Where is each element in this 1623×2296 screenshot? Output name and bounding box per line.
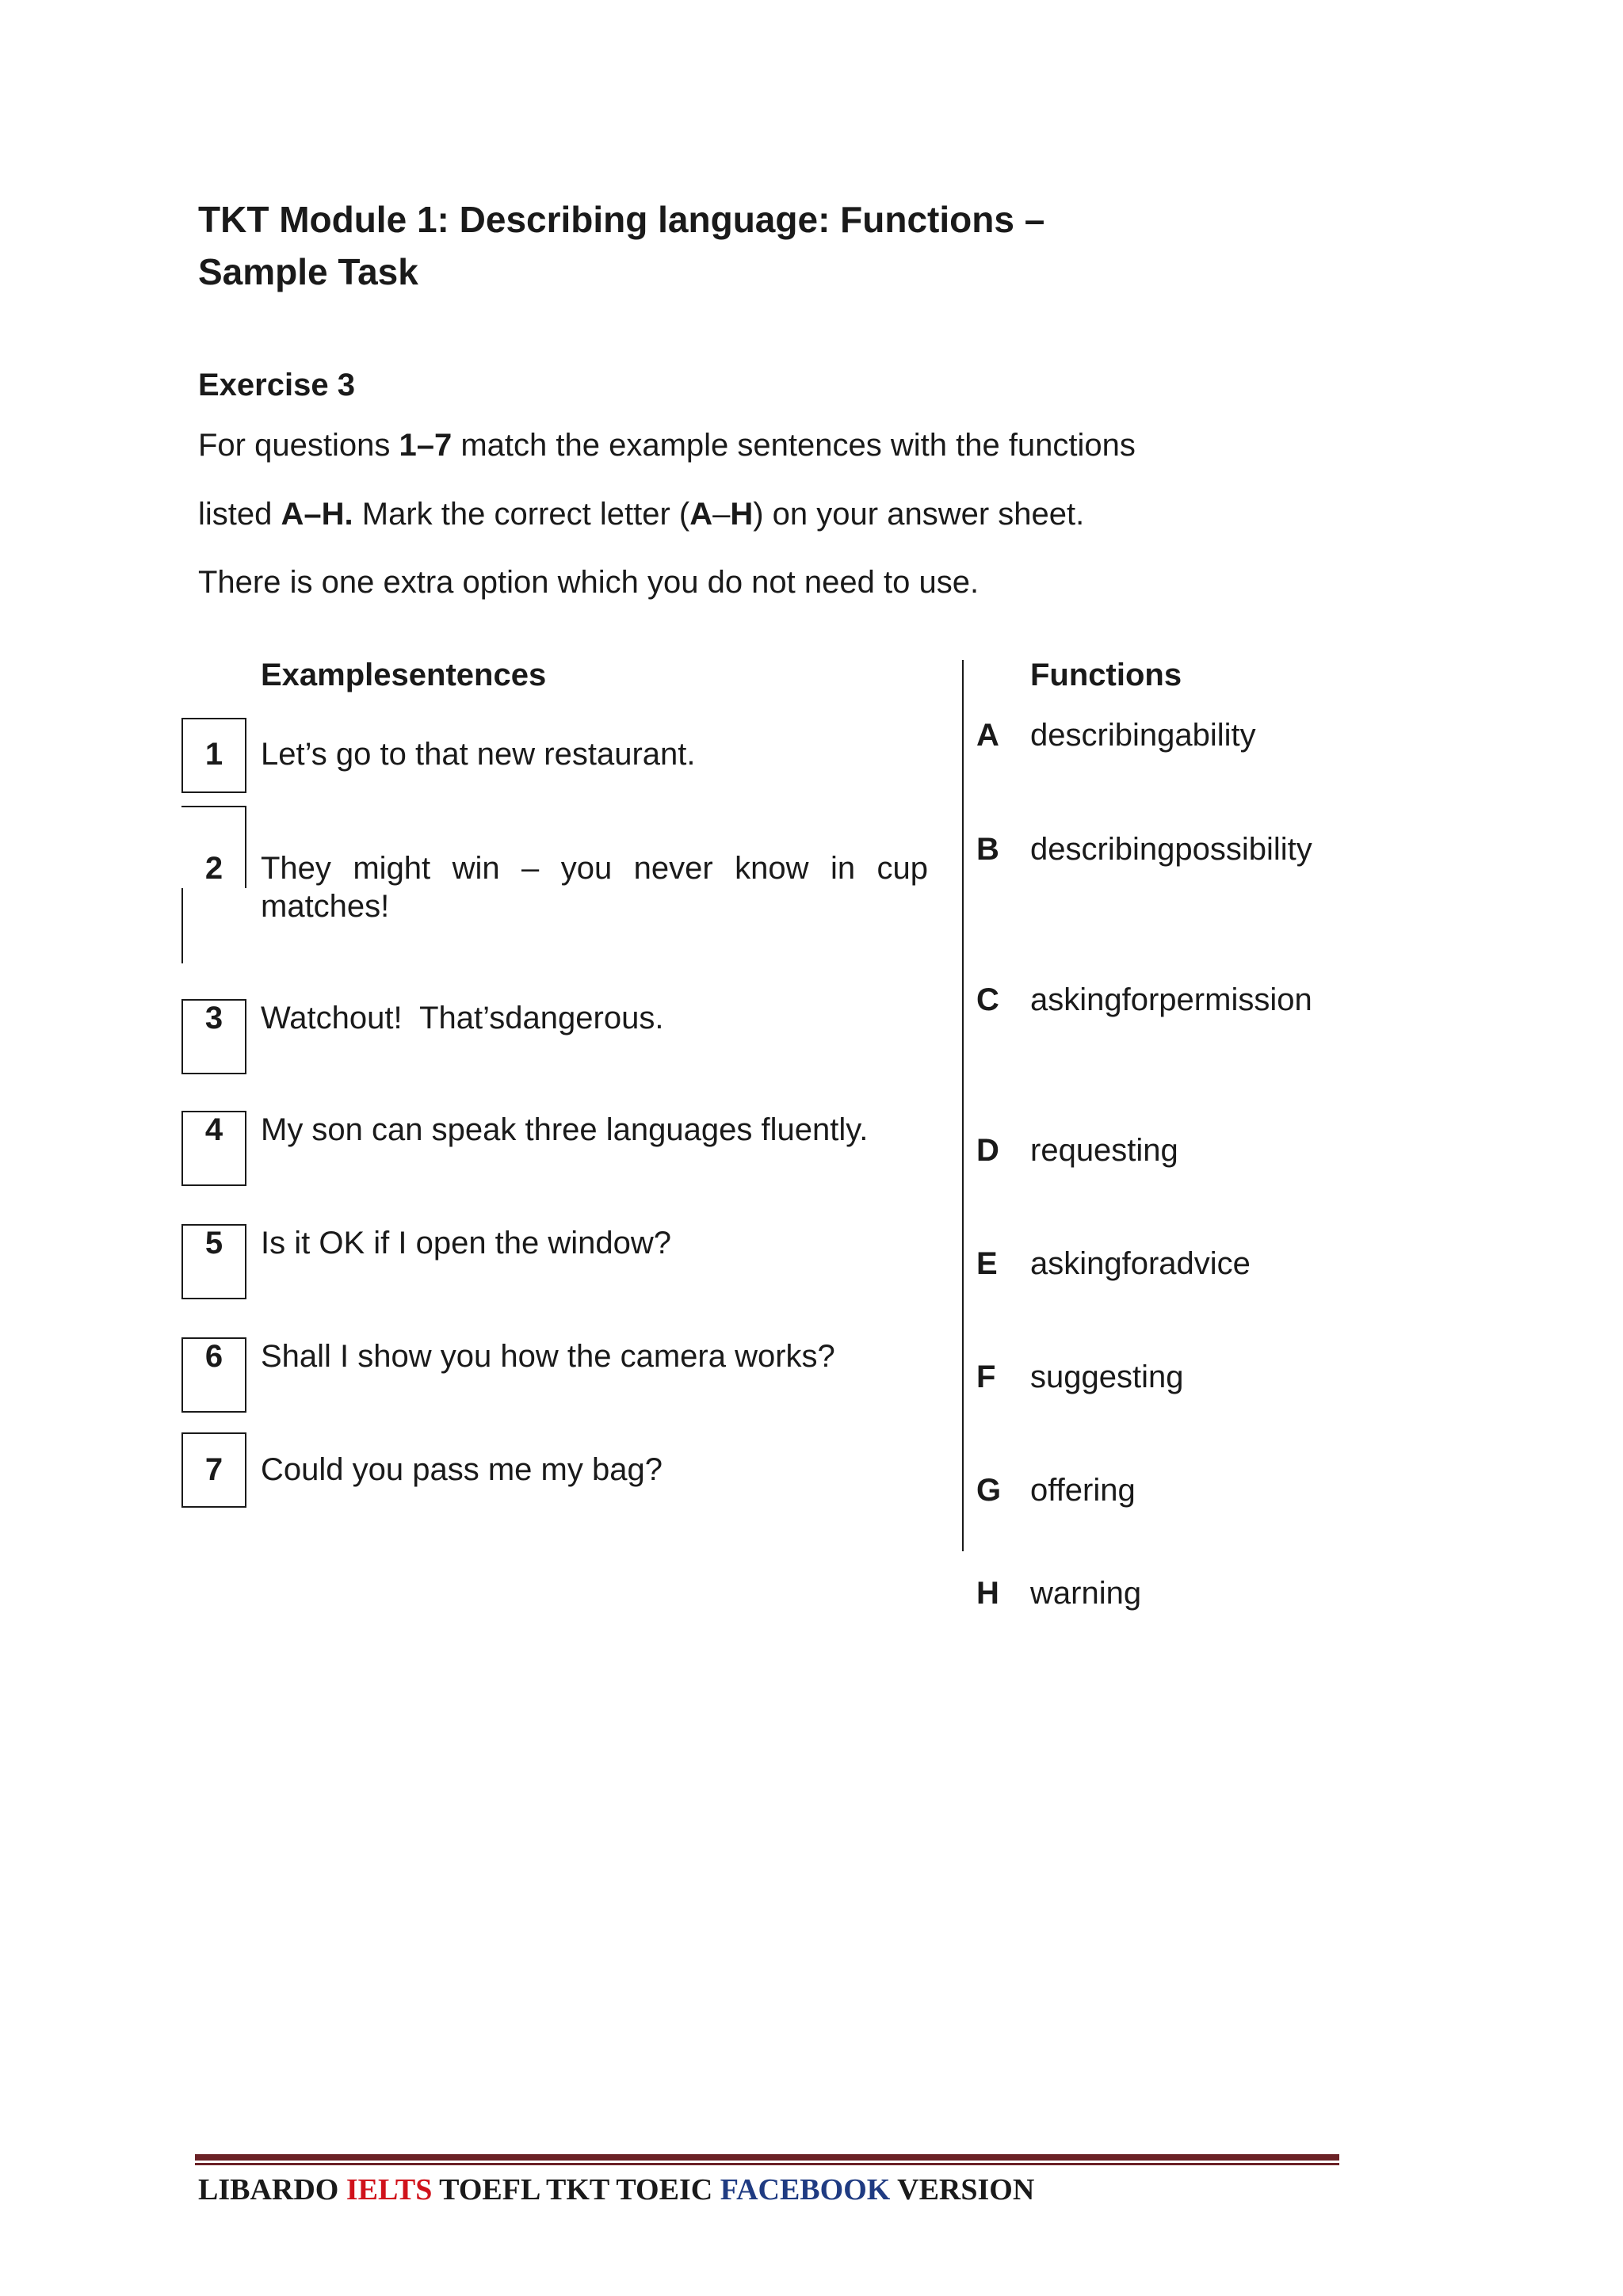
page-title-line-1: TKT Module 1: Describing language: Functions – — [198, 199, 1045, 240]
column-divider — [962, 660, 964, 1551]
question-number-6: 6 — [204, 1339, 223, 1374]
function-text-d: requesting — [1030, 1133, 1178, 1168]
function-letter-h: H — [976, 1576, 999, 1611]
page-title — [198, 193, 1228, 298]
question-number-7: 7 — [204, 1452, 223, 1487]
function-letter-b: B — [976, 832, 999, 867]
function-text-b: describingpossibility — [1030, 832, 1312, 867]
footer-rule — [195, 2154, 1339, 2161]
question-number-3: 3 — [204, 1001, 223, 1035]
footer-ielts: IELTS — [346, 2173, 433, 2206]
function-letter-c: C — [976, 982, 999, 1017]
example-sentence-6: Shall I show you how the camera works? — [261, 1339, 835, 1374]
answer-box-2-top-border — [181, 806, 246, 807]
instructions-line-2: listed A–H. Mark the correct letter (A–H) on your answer sheet. — [198, 497, 1085, 532]
function-text-e: askingforadvice — [1030, 1246, 1251, 1281]
column-header-functions: Functions — [1030, 658, 1182, 692]
example-sentence-4: My son can speak three languages fluently. — [261, 1112, 869, 1147]
exercise-heading: Exercise 3 — [198, 368, 355, 402]
function-letter-g: G — [976, 1473, 1002, 1508]
instructions-line-3: There is one extra option which you do not need to use. — [198, 565, 980, 600]
footer-facebook: FACEBOOK — [720, 2173, 891, 2206]
column-header-example-sentences: Examplesentences — [261, 658, 547, 692]
example-sentence-3: Watchout! That’sdangerous. — [261, 1001, 664, 1035]
function-text-c: askingforpermission — [1030, 982, 1312, 1017]
page-title-line-2: Sample Task — [198, 251, 418, 292]
footer-text: LIBARDO IELTS TOEFL TKT TOEIC FACEBOOK VERSION — [198, 2173, 1035, 2206]
function-letter-e: E — [976, 1246, 998, 1281]
function-text-h: warning — [1030, 1576, 1142, 1611]
function-text-f: suggesting — [1030, 1360, 1184, 1394]
function-text-a: describingability — [1030, 718, 1256, 753]
question-number-4: 4 — [204, 1112, 223, 1147]
function-letter-a: A — [976, 718, 999, 753]
example-sentence-5: Is it OK if I open the window? — [261, 1226, 672, 1261]
footer-rule-thin — [195, 2163, 1339, 2165]
question-number-2: 2 — [204, 851, 223, 886]
answer-box-2-left-border — [181, 888, 183, 963]
question-number-5: 5 — [204, 1226, 223, 1261]
example-sentence-1: Let’s go to that new restaurant. — [261, 737, 696, 772]
function-letter-d: D — [976, 1133, 999, 1168]
example-sentence-2: They might win – you never know in cup matches! — [261, 851, 928, 924]
function-letter-f: F — [976, 1360, 996, 1394]
instructions-line-1: For questions 1–7 match the example sentences with the functions — [198, 428, 1136, 463]
question-number-1: 1 — [204, 737, 223, 772]
example-sentence-7: Could you pass me my bag? — [261, 1452, 663, 1487]
function-text-g: offering — [1030, 1473, 1136, 1508]
